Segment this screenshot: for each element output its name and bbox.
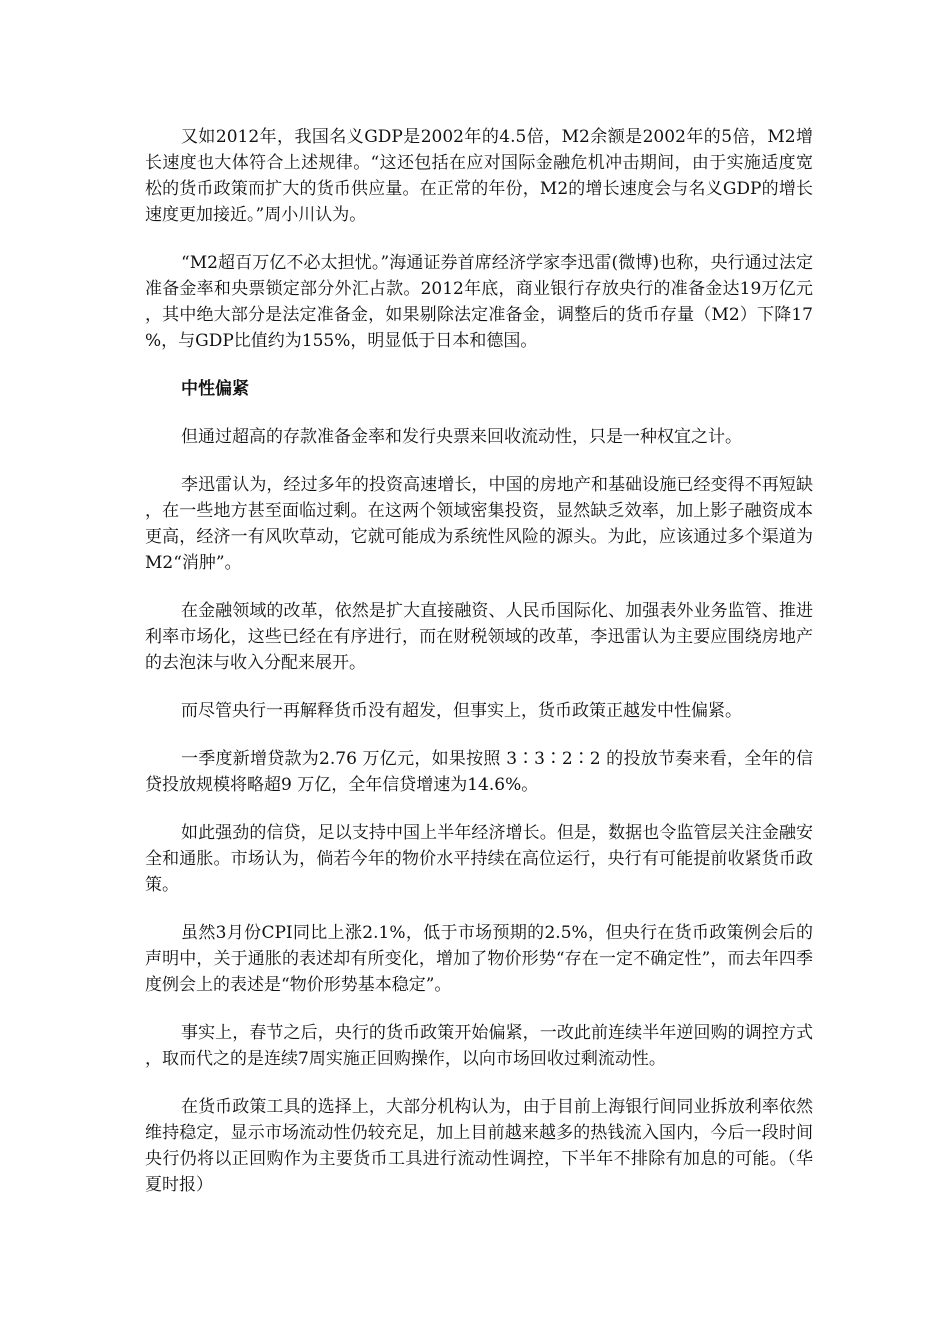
paragraph-strong-credit: 如此强劲的信贷，足以支持中国上半年经济增长。但是，数据也令监管层关注金融安全和通胀。市场认为，倘若今年的物价水平持续在高位运行，央行有可能提前收紧货币政策。: [145, 823, 813, 895]
paragraph-m2-not-worry: “M2超百万亿不必太担忧。”海通证券首席经济学家李迅雷(微博)也称，央行通过法定准备金率和央票锁定部分外汇占款。2012年底，商业银行存放央行的准备金达19万亿元，其中绝大部分是法定准备金，如果剔除法定准备金，调整后的货币存量（M2）下降17%，与GDP比值约为155%，明显低于日本和德国。: [145, 253, 813, 351]
paragraph-reform: 在金融领域的改革，依然是扩大直接融资、人民币国际化、加强表外业务监管、推进利率市场化，这些已经在有序进行，而在财税领域的改革，李迅雷认为主要应围绕房地产的去泡沫与收入分配来展开。: [145, 601, 813, 673]
paragraph-q1-loans: 一季度新增贷款为2.76 万亿元，如果按照 3∶3∶2∶2 的投放节奏来看，全年的信贷投放规模将略超9 万亿，全年信贷增速为14.6%。: [145, 749, 813, 795]
paragraph-cpi: 虽然3月份CPI同比上涨2.1%，低于市场预期的2.5%，但央行在货币政策例会后的声明中，关于通胀的表述却有所变化，增加了物价形势“存在一定不确定性”，而去年四季度例会上的表述是“物价形势基本稳定”。: [145, 923, 813, 995]
paragraph-policy-tools: 在货币政策工具的选择上，大部分机构认为，由于目前上海银行间同业拆放利率依然维持稳定，显示市场流动性仍较充足，加上目前越来越多的热钱流入国内，今后一段时间央行仍将以正回购作为主要货币工具进行流动性调控，下半年不排除有加息的可能。（华夏时报）: [145, 1097, 813, 1195]
section-heading: 中性偏紧: [181, 379, 249, 399]
paragraph-gdp-m2-ratio: 又如2012年，我国名义GDP是2002年的4.5倍，M2余额是2002年的5倍，M2增长速度也大体符合上述规律。“这还包括在应对国际金融危机冲击期间，由于实施适度宽松的货币政策而扩大的货币供应量。在正常的年份，M2的增长速度会与名义GDP的增长速度更加接近。”周小川认为。: [145, 127, 813, 225]
paragraph-repo: 事实上，春节之后，央行的货币政策开始偏紧，一改此前连续半年逆回购的调控方式，取而代之的是连续7周实施正回购操作，以向市场回收过剩流动性。: [145, 1023, 813, 1069]
paragraph-expedient: 但通过超高的存款准备金率和发行央票来回收流动性，只是一种权宜之计。: [181, 427, 742, 447]
paragraph-neutral-tight: 而尽管央行一再解释货币没有超发，但事实上，货币政策正越发中性偏紧。: [181, 701, 742, 721]
paragraph-li-xunlei-view: 李迅雷认为，经过多年的投资高速增长，中国的房地产和基础设施已经变得不再短缺，在一些地方甚至面临过剩。在这两个领域密集投资，显然缺乏效率，加上影子融资成本更高，经济一有风吹草动，它就可能成为系统性风险的源头。为此，应该通过多个渠道为M2“消肿”。: [145, 475, 813, 573]
article-body: [145, 124, 813, 1220]
